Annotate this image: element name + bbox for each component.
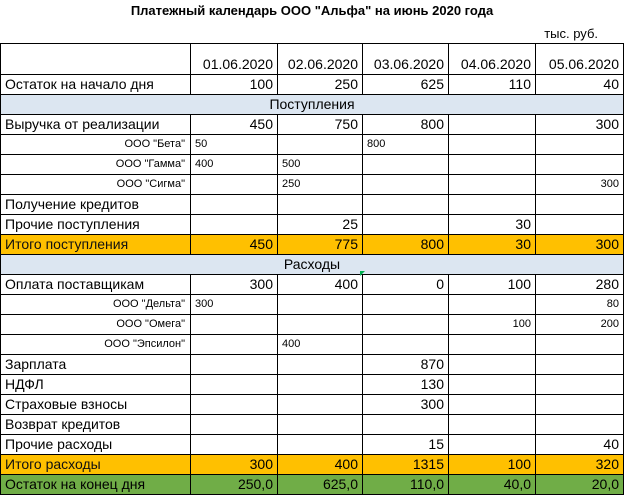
value-cell[interactable]: 400 bbox=[278, 275, 363, 295]
value-cell[interactable] bbox=[191, 175, 278, 195]
value-cell[interactable] bbox=[449, 115, 536, 135]
value-cell[interactable] bbox=[449, 435, 536, 455]
value-cell[interactable]: 800 bbox=[363, 115, 449, 135]
value-cell[interactable] bbox=[536, 195, 624, 215]
row-label[interactable]: Получение кредитов bbox=[1, 195, 191, 215]
value-cell[interactable]: 30 bbox=[449, 235, 536, 255]
value-cell[interactable]: 500 bbox=[278, 155, 363, 175]
value-cell[interactable]: 200 bbox=[536, 315, 624, 335]
value-cell[interactable] bbox=[363, 215, 449, 235]
value-cell[interactable] bbox=[363, 315, 449, 335]
row-label[interactable]: ООО "Дельта" bbox=[1, 295, 191, 315]
value-cell[interactable] bbox=[191, 195, 278, 215]
value-cell[interactable]: 400 bbox=[278, 455, 363, 475]
value-cell[interactable] bbox=[536, 415, 624, 435]
value-cell[interactable] bbox=[191, 435, 278, 455]
date-cell[interactable]: 05.06.2020 bbox=[536, 44, 624, 75]
value-cell[interactable] bbox=[278, 135, 363, 155]
row-label[interactable]: ООО "Гамма" bbox=[1, 155, 191, 175]
row-omega bbox=[1, 315, 624, 335]
value-cell[interactable] bbox=[278, 435, 363, 455]
value-cell[interactable]: 20,0 bbox=[536, 475, 624, 495]
value-cell[interactable]: 40 bbox=[536, 435, 624, 455]
value-cell[interactable]: 40 bbox=[536, 75, 624, 95]
value-cell[interactable] bbox=[536, 155, 624, 175]
row-label[interactable]: Прочие расходы bbox=[1, 435, 191, 455]
value-cell[interactable]: 100 bbox=[449, 275, 536, 295]
value-cell[interactable]: 250 bbox=[278, 175, 363, 195]
value-cell[interactable]: 280 bbox=[536, 275, 624, 295]
row-sigma bbox=[1, 175, 624, 195]
row-loans-received bbox=[1, 195, 624, 215]
value-cell[interactable]: 80 bbox=[536, 295, 624, 315]
value-cell[interactable] bbox=[449, 195, 536, 215]
value-cell[interactable] bbox=[449, 135, 536, 155]
value-cell[interactable]: 110 bbox=[449, 75, 536, 95]
date-cell[interactable]: 03.06.2020 bbox=[363, 44, 449, 75]
value-cell[interactable] bbox=[449, 175, 536, 195]
row-revenue bbox=[1, 115, 624, 135]
value-cell[interactable]: 1315 bbox=[363, 455, 449, 475]
section-expense-header bbox=[1, 255, 624, 275]
value-cell[interactable] bbox=[191, 215, 278, 235]
value-cell[interactable] bbox=[363, 195, 449, 215]
value-cell[interactable] bbox=[191, 355, 278, 375]
row-opening-balance bbox=[1, 75, 624, 95]
row-label[interactable]: НДФЛ bbox=[1, 375, 191, 395]
value-cell[interactable] bbox=[363, 175, 449, 195]
value-cell[interactable] bbox=[191, 375, 278, 395]
value-cell[interactable] bbox=[191, 395, 278, 415]
value-cell[interactable]: 450 bbox=[191, 115, 278, 135]
value-cell[interactable] bbox=[363, 155, 449, 175]
value-cell[interactable]: 800 bbox=[363, 235, 449, 255]
section-title[interactable]: Расходы bbox=[1, 255, 624, 275]
value-cell[interactable]: 300 bbox=[536, 235, 624, 255]
value-cell[interactable]: 100 bbox=[191, 75, 278, 95]
date-cell[interactable]: 01.06.2020 bbox=[191, 44, 278, 75]
value-cell[interactable] bbox=[278, 355, 363, 375]
row-label[interactable]: Остаток на начало дня bbox=[1, 75, 191, 95]
value-cell[interactable] bbox=[278, 395, 363, 415]
value-cell[interactable] bbox=[278, 315, 363, 335]
value-cell[interactable]: 250 bbox=[278, 75, 363, 95]
value-cell[interactable] bbox=[278, 375, 363, 395]
value-cell[interactable] bbox=[191, 315, 278, 335]
value-cell[interactable] bbox=[449, 295, 536, 315]
row-supplier-payments bbox=[1, 275, 624, 295]
value-cell[interactable]: 15 bbox=[363, 435, 449, 455]
payment-calendar-table bbox=[0, 43, 624, 495]
section-income-header bbox=[1, 95, 624, 115]
value-cell[interactable]: 625 bbox=[363, 75, 449, 95]
row-label[interactable]: Итого поступления bbox=[1, 235, 191, 255]
unit-label: тыс. руб. bbox=[544, 26, 598, 41]
value-cell[interactable] bbox=[278, 195, 363, 215]
value-cell[interactable] bbox=[191, 335, 278, 355]
row-other-expenses bbox=[1, 435, 624, 455]
value-cell[interactable]: 250,0 bbox=[191, 475, 278, 495]
value-cell[interactable] bbox=[449, 355, 536, 375]
row-gamma bbox=[1, 155, 624, 175]
row-label[interactable]: ООО "Омега" bbox=[1, 315, 191, 335]
value-cell[interactable]: 400 bbox=[278, 335, 363, 355]
value-cell[interactable] bbox=[449, 415, 536, 435]
value-cell[interactable] bbox=[536, 135, 624, 155]
value-cell[interactable]: 110,0 bbox=[363, 475, 449, 495]
value-cell[interactable]: 775 bbox=[278, 235, 363, 255]
value-cell[interactable]: 450 bbox=[191, 235, 278, 255]
value-cell[interactable] bbox=[449, 335, 536, 355]
value-cell[interactable] bbox=[191, 415, 278, 435]
row-epsilon bbox=[1, 335, 624, 355]
row-closing-balance bbox=[1, 475, 624, 495]
row-insurance bbox=[1, 395, 624, 415]
value-cell[interactable]: 25 bbox=[278, 215, 363, 235]
row-delta bbox=[1, 295, 624, 315]
row-label[interactable]: ООО "Эпсилон" bbox=[1, 335, 191, 355]
row-total-income bbox=[1, 235, 624, 255]
value-cell[interactable] bbox=[278, 415, 363, 435]
row-salary bbox=[1, 355, 624, 375]
value-cell[interactable]: 870 bbox=[363, 355, 449, 375]
value-cell[interactable]: 300 bbox=[191, 275, 278, 295]
row-label[interactable]: ООО "Бета" bbox=[1, 135, 191, 155]
value-cell[interactable]: 130 bbox=[363, 375, 449, 395]
value-cell[interactable]: 750 bbox=[278, 115, 363, 135]
row-loan-repayment bbox=[1, 415, 624, 435]
date-cell[interactable]: 02.06.2020 bbox=[278, 44, 363, 75]
date-cell[interactable]: 04.06.2020 bbox=[449, 44, 536, 75]
row-label[interactable]: ООО "Сигма" bbox=[1, 175, 191, 195]
value-cell[interactable]: 300 bbox=[363, 395, 449, 415]
value-cell[interactable]: 400 bbox=[191, 155, 278, 175]
value-cell[interactable] bbox=[536, 355, 624, 375]
value-cell[interactable]: 625,0 bbox=[278, 475, 363, 495]
sheet-title: Платежный календарь ООО "Альфа" на июнь 2020 года bbox=[130, 3, 494, 18]
value-cell[interactable]: 300 bbox=[191, 295, 278, 315]
row-ndfl bbox=[1, 375, 624, 395]
row-label[interactable]: Итого расходы bbox=[1, 455, 191, 475]
value-cell[interactable]: 100 bbox=[449, 455, 536, 475]
value-cell[interactable] bbox=[363, 335, 449, 355]
row-label[interactable]: Остаток на конец дня bbox=[1, 475, 191, 495]
row-other-income bbox=[1, 215, 624, 235]
value-cell[interactable]: 30 bbox=[449, 215, 536, 235]
value-cell[interactable] bbox=[449, 395, 536, 415]
value-cell[interactable]: 800 bbox=[363, 135, 449, 155]
row-label[interactable]: Оплата поставщикам bbox=[1, 275, 191, 295]
value-cell[interactable] bbox=[363, 415, 449, 435]
value-cell[interactable] bbox=[536, 395, 624, 415]
value-cell[interactable] bbox=[363, 295, 449, 315]
row-label[interactable]: Прочие поступления bbox=[1, 215, 191, 235]
row-label[interactable]: Выручка от реализации bbox=[1, 115, 191, 135]
row-total-expenses bbox=[1, 455, 624, 475]
value-cell[interactable] bbox=[449, 155, 536, 175]
value-cell[interactable]: 40,0 bbox=[449, 475, 536, 495]
value-cell[interactable]: 300 bbox=[536, 175, 624, 195]
row-label[interactable]: Зарплата bbox=[1, 355, 191, 375]
value-cell[interactable]: 320 bbox=[536, 455, 624, 475]
section-title[interactable]: Поступления bbox=[1, 95, 624, 115]
value-cell[interactable]: 100 bbox=[449, 315, 536, 335]
value-cell[interactable] bbox=[449, 375, 536, 395]
header-row bbox=[1, 44, 624, 75]
formula-error-marker-icon bbox=[360, 271, 365, 276]
value-cell[interactable]: 300 bbox=[536, 115, 624, 135]
value-cell[interactable] bbox=[278, 295, 363, 315]
row-label[interactable]: Страховые взносы bbox=[1, 395, 191, 415]
value-cell[interactable]: 300 bbox=[191, 455, 278, 475]
row-label[interactable]: Возврат кредитов bbox=[1, 415, 191, 435]
row-beta bbox=[1, 135, 624, 155]
value-cell[interactable] bbox=[536, 215, 624, 235]
value-cell[interactable] bbox=[536, 375, 624, 395]
value-cell[interactable]: 0 bbox=[363, 275, 449, 295]
value-cell[interactable]: 50 bbox=[191, 135, 278, 155]
value-cell[interactable] bbox=[536, 335, 624, 355]
header-corner-cell[interactable] bbox=[1, 44, 191, 75]
